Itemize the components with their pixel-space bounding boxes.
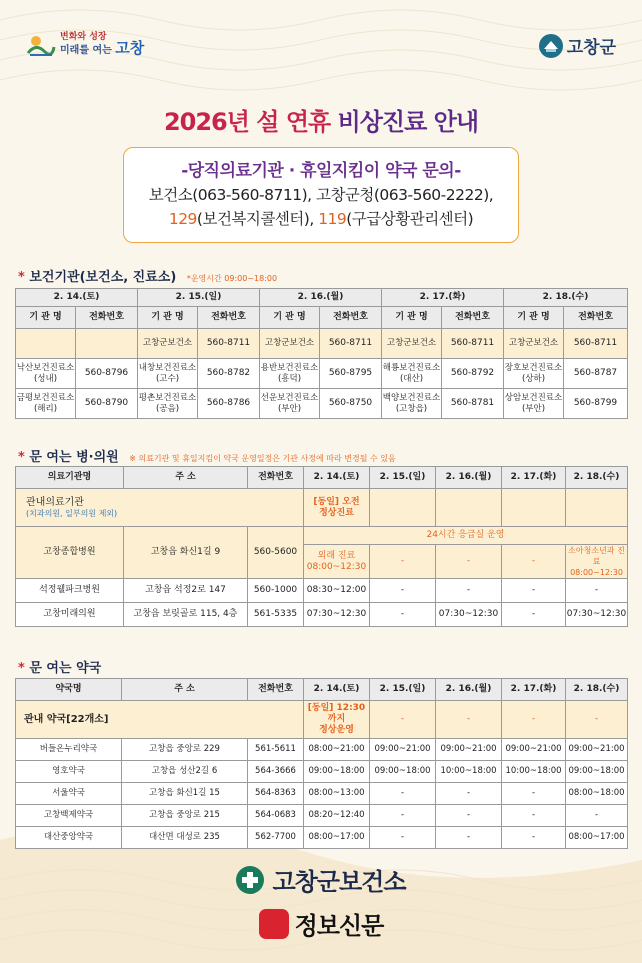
pharmacy-cell: 고창읍 중앙로 229: [122, 739, 248, 761]
health-col-name-1: 기 관 명: [138, 307, 198, 329]
pharmacy-row: [16, 761, 628, 783]
health-date-1: 2. 15.(일): [138, 289, 260, 307]
health-table: [15, 288, 628, 419]
health-name-cell: 내창보건진료소 (고수): [138, 359, 198, 389]
pharmacy-cell: 버들온누리약국: [16, 739, 122, 761]
health-name-cell: 용반보건진료소 (흥덕): [260, 359, 320, 389]
health-name-cell: 고창군보건소: [504, 329, 564, 359]
contact-line2: [124, 209, 518, 229]
clinic-header-4: 2. 15.(일): [370, 467, 436, 489]
pharmacy-header-5: 2. 16.(월): [436, 679, 502, 701]
section-pharmacy-title: * 문 여는 약국: [18, 661, 102, 676]
pharmacy-row: [16, 739, 628, 761]
pharmacy-cell: 09:00~21:00: [502, 739, 566, 761]
county-emblem-icon: [539, 34, 563, 58]
clinic-cell: -: [566, 579, 628, 603]
health-phone-cell: 560-8795: [320, 359, 382, 389]
health-phone-cell: 560-8790: [76, 389, 138, 419]
pharmacy-cell: -: [436, 783, 502, 805]
health-phone-cell: 560-8792: [442, 359, 504, 389]
clinic-local-name: 관내의료기관: [26, 496, 84, 508]
health-name-cell: 선운보건진료소 (부안): [260, 389, 320, 419]
clinic-header-7: 2. 18.(수): [566, 467, 628, 489]
pharmacy-local-mon: -: [436, 701, 502, 739]
hospital-mon: -: [436, 545, 502, 579]
clinic-cell: 석정웰파크병원: [16, 579, 124, 603]
health-row: [16, 329, 628, 359]
pharmacy-cell: 08:00~21:00: [304, 739, 370, 761]
health-phone-cell: 560-8711: [198, 329, 260, 359]
health-phone-cell: 560-8799: [564, 389, 628, 419]
section-health-title: * 보건기관(보건소, 진료소) *운영시간 09:00~18:00: [18, 270, 278, 285]
health-col-name-4: 기 관 명: [504, 307, 564, 329]
pharmacy-cell: -: [502, 805, 566, 827]
footer-paper: [0, 906, 642, 941]
pharmacy-local-wed: -: [566, 701, 628, 739]
health-row: [16, 389, 628, 419]
hospital-tue: -: [502, 545, 566, 579]
pharmacy-cell: -: [566, 805, 628, 827]
pharmacy-local-sat: [동일] 12:30까지 정상운영: [304, 701, 370, 739]
slogan-brand: 고창: [115, 39, 145, 57]
pharmacy-cell: 고창백제약국: [16, 805, 122, 827]
health-phone-cell: 560-8782: [198, 359, 260, 389]
health-date-2: 2. 16.(월): [260, 289, 382, 307]
pharmacy-local-sun: -: [370, 701, 436, 739]
health-title-text: 보건기관(보건소, 진료소): [29, 270, 177, 285]
contact-heading: -당직의료기관 · 휴일지킴이 약국 문의-: [181, 161, 461, 181]
pharmacy-cell: 09:00~21:00: [370, 739, 436, 761]
page-title: [0, 102, 642, 137]
pharmacy-cell: 564-3666: [248, 761, 304, 783]
health-col-phone-1: 전화번호: [198, 307, 260, 329]
health-name-cell: 금평보건진료소 (해리): [16, 389, 76, 419]
clinic-cell: 고창읍 보릿골로 115, 4층: [124, 603, 248, 627]
pharmacy-cell: -: [370, 827, 436, 849]
pharmacy-header-7: 2. 18.(수): [566, 679, 628, 701]
pharmacy-header-2: 전화번호: [248, 679, 304, 701]
newspaper-logo-icon: [259, 909, 289, 939]
pharmacy-row: [16, 805, 628, 827]
pharmacy-cell: -: [436, 827, 502, 849]
health-name-cell: 낙산보건진료소 (성내): [16, 359, 76, 389]
contact-line1: 보건소(063-560-8711), 고창군청(063-560-2222),: [148, 186, 494, 204]
health-row: [16, 359, 628, 389]
health-name-cell: 상암보건진료소 (부안): [504, 389, 564, 419]
health-col-phone-4: 전화번호: [564, 307, 628, 329]
clinic-cell: 560-1000: [248, 579, 304, 603]
health-center-emblem-icon: [236, 866, 264, 894]
health-col-phone-3: 전화번호: [442, 307, 504, 329]
pharmacy-local-tue: -: [502, 701, 566, 739]
pharmacy-cell: 08:00~13:00: [304, 783, 370, 805]
county-name: 고창군: [566, 38, 616, 58]
pharmacy-cell: 09:00~21:00: [436, 739, 502, 761]
footer-org: [0, 862, 642, 897]
pharmacy-cell: 08:00~17:00: [566, 827, 628, 849]
health-phone-cell: 560-8796: [76, 359, 138, 389]
pharmacy-cell: 10:00~18:00: [502, 761, 566, 783]
pharmacy-row: [16, 827, 628, 849]
health-name-cell: 고창군보건소: [382, 329, 442, 359]
pharmacy-cell: 561-5611: [248, 739, 304, 761]
health-date-4: 2. 18.(수): [504, 289, 628, 307]
pharmacy-cell: 09:00~18:00: [370, 761, 436, 783]
pharmacy-header-3: 2. 14.(토): [304, 679, 370, 701]
pharmacy-cell: 08:20~12:40: [304, 805, 370, 827]
slogan-top: 변화와 성장: [60, 32, 107, 42]
pharmacy-cell: 562-7700: [248, 827, 304, 849]
health-phone-cell: 560-8711: [564, 329, 628, 359]
pharmacy-cell: 고창읍 중앙로 215: [122, 805, 248, 827]
pharmacy-cell: -: [502, 783, 566, 805]
hospital-phone: 560-5600: [248, 527, 304, 579]
title-part1: 2026년 설 연휴: [163, 108, 331, 136]
clinic-header-0: 의료기관명: [16, 467, 124, 489]
health-date-3: 2. 17.(화): [382, 289, 504, 307]
pharmacy-cell: 09:00~18:00: [566, 761, 628, 783]
health-phone-cell: 560-8787: [564, 359, 628, 389]
pharmacy-cell: -: [436, 805, 502, 827]
pharmacy-cell: -: [502, 827, 566, 849]
health-name-cell: 고창군보건소: [260, 329, 320, 359]
clinic-cell: 07:30~12:30: [304, 603, 370, 627]
clinic-cell: -: [370, 579, 436, 603]
health-phone-cell: 560-8711: [442, 329, 504, 359]
health-col-phone-2: 전화번호: [320, 307, 382, 329]
clinic-local-row: [16, 489, 628, 527]
health-phone-cell: 560-8750: [320, 389, 382, 419]
pharmacy-header-0: 약국명: [16, 679, 122, 701]
health-phone-cell: 560-8711: [320, 329, 382, 359]
health-phone-cell: 560-8786: [198, 389, 260, 419]
clinic-cell: -: [436, 579, 502, 603]
hospital-sat: 외래 진료 08:00~12:30: [304, 545, 370, 579]
pharmacy-cell: 고창읍 성산2길 6: [122, 761, 248, 783]
pharmacy-cell: 대산면 대성로 235: [122, 827, 248, 849]
clinic-cell: 07:30~12:30: [566, 603, 628, 627]
footer-org-name: 고창군보건소: [272, 868, 406, 896]
clinic-hospital-row-er: [16, 527, 628, 545]
pharmacy-header-4: 2. 15.(일): [370, 679, 436, 701]
clinic-header-1: 주 소: [124, 467, 248, 489]
contact-info-box: [123, 147, 519, 243]
clinic-notice: ※ 의료기관 및 휴일지킴이 약국 운영일정은 기관 사정에 따라 변경될 수 있음: [129, 454, 396, 463]
pharmacy-row: [16, 783, 628, 805]
clinic-table: [15, 466, 628, 627]
health-name-cell: 장호보건진료소 (상하): [504, 359, 564, 389]
pharmacy-cell: 고창읍 화신1길 15: [122, 783, 248, 805]
health-name-cell: [16, 329, 76, 359]
pharmacy-cell: 영호약국: [16, 761, 122, 783]
health-name-cell: 백양보건진료소 (고창읍): [382, 389, 442, 419]
clinic-header-6: 2. 17.(화): [502, 467, 566, 489]
pharmacy-table: [15, 678, 628, 849]
hospital-address: 고창읍 화신1길 9: [124, 527, 248, 579]
pharmacy-cell: 10:00~18:00: [436, 761, 502, 783]
clinic-cell: -: [502, 579, 566, 603]
clinic-cell: 08:30~12:00: [304, 579, 370, 603]
health-name-cell: 평촌보건진료소 (공음): [138, 389, 198, 419]
section-clinic-title: * 문 여는 병·의원 ※ 의료기관 및 휴일지킴이 약국 운영일정은 기관 사정에 따라 변경될 수 있음: [18, 450, 396, 465]
clinic-cell: 561-5335: [248, 603, 304, 627]
health-phone-cell: [76, 329, 138, 359]
er-label: 24시간 응급실 운영: [304, 527, 628, 545]
pharmacy-cell: 08:00~18:00: [566, 783, 628, 805]
pharmacy-header-6: 2. 17.(화): [502, 679, 566, 701]
clinic-cell: 고창미래의원: [16, 603, 124, 627]
pharmacy-cell: -: [370, 783, 436, 805]
clinic-row: [16, 579, 628, 603]
pharmacy-cell: 564-0683: [248, 805, 304, 827]
title-part2: 비상진료 안내: [337, 108, 479, 136]
health-date-0: 2. 14.(토): [16, 289, 138, 307]
health-name-cell: 해룡보건진료소 (대산): [382, 359, 442, 389]
county-logo: [539, 33, 616, 58]
slogan-bottom: 미래를 여는: [60, 45, 112, 56]
clinic-row: [16, 603, 628, 627]
health-name-cell: 고창군보건소: [138, 329, 198, 359]
clinic-cell: -: [502, 603, 566, 627]
health-col-name-0: 기 관 명: [16, 307, 76, 329]
pharmacy-cell: 08:00~17:00: [304, 827, 370, 849]
call-129-label: (보건복지콜센터),: [196, 210, 319, 228]
hospital-wed: 소아청소년과 진료 08:00~12:30: [566, 545, 628, 579]
pharmacy-header-1: 주 소: [122, 679, 248, 701]
clinic-header-5: 2. 16.(월): [436, 467, 502, 489]
health-col-name-2: 기 관 명: [260, 307, 320, 329]
pharmacy-cell: 09:00~21:00: [566, 739, 628, 761]
health-col-name-3: 기 관 명: [382, 307, 442, 329]
clinic-header-3: 2. 14.(토): [304, 467, 370, 489]
hospital-sun: -: [370, 545, 436, 579]
pharmacy-cell: 서울약국: [16, 783, 122, 805]
slogan-mark-icon: [26, 33, 56, 57]
clinic-header-2: 전화번호: [248, 467, 304, 489]
pharmacy-cell: 564-8363: [248, 783, 304, 805]
call-129-number: 129: [168, 210, 197, 228]
pharmacy-cell: 대산중앙약국: [16, 827, 122, 849]
clinic-local-sat: [동일] 오전 정상진료: [304, 489, 370, 527]
pharmacy-title-text: 문 여는 약국: [29, 661, 102, 676]
clinic-cell: -: [370, 603, 436, 627]
call-119-number: 119: [318, 210, 347, 228]
clinic-local-sub: (치과의원, 일부의원 제외): [26, 508, 118, 518]
pharmacy-local-name: 관내 약국[22개소]: [16, 701, 304, 739]
pharmacy-local-row: [16, 701, 628, 739]
clinic-cell: 고창읍 석정2로 147: [124, 579, 248, 603]
pharmacy-cell: -: [370, 805, 436, 827]
pharmacy-cell: 09:00~18:00: [304, 761, 370, 783]
clinic-title-text: 문 여는 병·의원: [29, 450, 119, 465]
hospital-name: 고창종합병원: [16, 527, 124, 579]
clinic-cell: 07:30~12:30: [436, 603, 502, 627]
health-hours-note: *운영시간 09:00~18:00: [186, 274, 278, 283]
call-119-label: (구급상황관리센터): [346, 210, 474, 228]
health-phone-cell: 560-8781: [442, 389, 504, 419]
health-col-phone-0: 전화번호: [76, 307, 138, 329]
slogan-logo: [26, 32, 144, 57]
footer-paper-name: 정보신문: [294, 912, 384, 940]
